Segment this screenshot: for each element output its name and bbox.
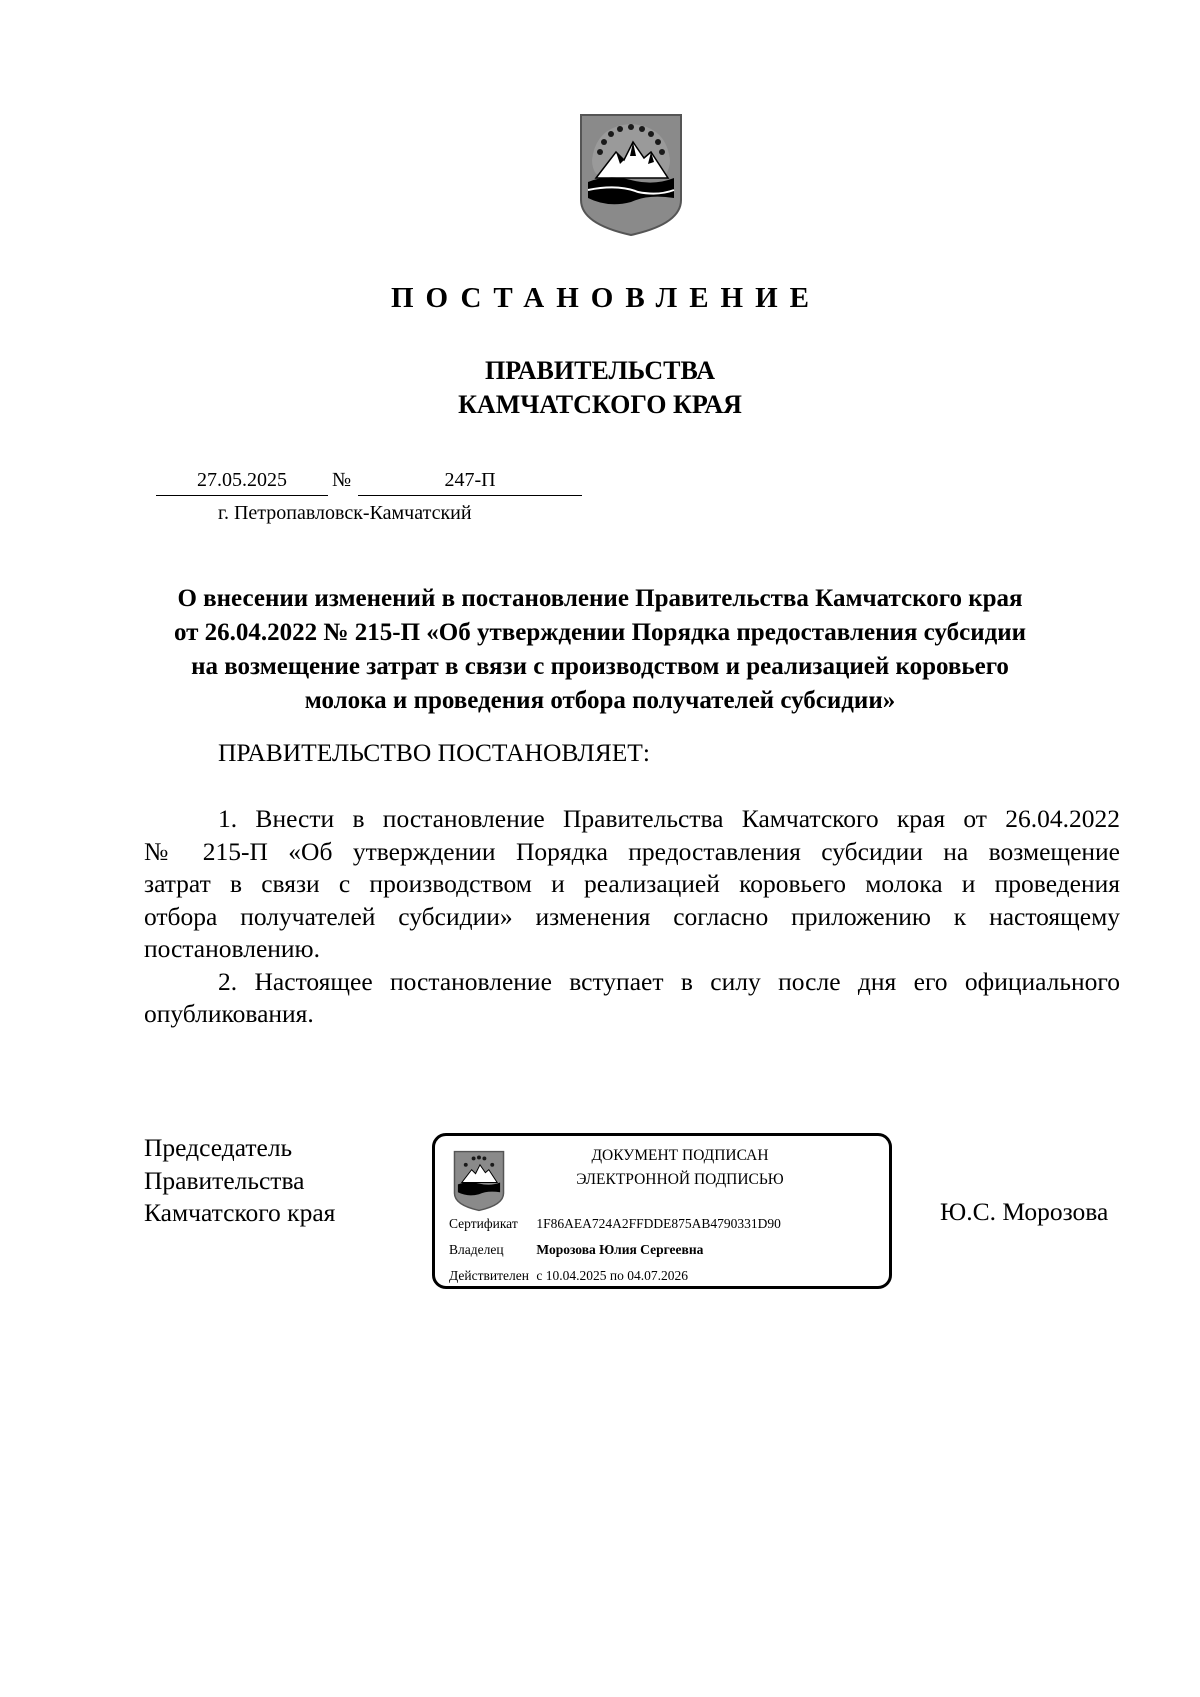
stamp-owner-value: Морозова Юлия Сергеевна (536, 1242, 704, 1257)
paragraph-1-line: 1. Внести в постановление Правительства Камчатского края от 26.04.2022 (218, 804, 1120, 833)
paragraph-1-line: № 215-П «Об утверждении Порядка предоставления субсидии на возмещение (144, 836, 1120, 866)
title-line: от 26.04.2022 № 215-П «Об утверждении Порядка предоставления субсидии (173, 619, 1027, 646)
paragraph-1-line: отбора получателей субсидии» изменения согласно приложению к настоящему (144, 901, 1120, 931)
registration-number-sign: № (332, 469, 352, 491)
stamp-heading-line-1: ДОКУМЕНТ ПОДПИСАН (591, 1147, 769, 1164)
document-title (110, 582, 1090, 718)
document-type-heading: ПОСТАНОВЛЕНИЕ (390, 282, 821, 314)
paragraph-1-line: постановлению. (144, 934, 320, 963)
signer-name: Ю.С. Морозова (940, 1197, 1109, 1226)
signatory-position-line: Правительства (144, 1165, 305, 1195)
title-line: на возмещение затрат в связи с производством и реализацией коровьего (191, 653, 1009, 680)
paragraph-2-line: 2. Настоящее постановление вступает в силу после дня его официального (218, 966, 1120, 996)
signatory-position-line: Председатель (144, 1133, 293, 1162)
electronic-signature-stamp (432, 1133, 892, 1289)
issuer-line-2: КАМЧАТСКОГО КРАЯ (458, 390, 742, 419)
stamp-validity-value: с 10.04.2025 по 04.07.2026 (536, 1268, 688, 1283)
kamchatka-coat-of-arms-icon (453, 1150, 505, 1212)
document-body (144, 803, 1120, 1031)
stamp-certificate-row (449, 1216, 781, 1232)
title-line: молока и проведения отбора получателей субсидии» (304, 687, 896, 714)
title-line: О внесении изменений в постановление Правительства Камчатского края (177, 585, 1023, 612)
registration-date: 27.05.2025 (156, 465, 328, 496)
issuer-line-1: ПРАВИТЕЛЬСТВА (485, 356, 715, 385)
stamp-certificate-value: 1F86AEA724A2FFDDE875AB4790331D90 (536, 1216, 781, 1231)
stamp-owner-label: Владелец (449, 1242, 504, 1257)
stamp-validity-label: Действителен (449, 1268, 529, 1283)
kamchatka-coat-of-arms-icon (578, 112, 684, 238)
paragraph-1-line: затрат в связи с производством и реализацией коровьего молока и проведения (144, 869, 1120, 898)
signatory-position (144, 1132, 335, 1230)
issuer-heading (0, 354, 1200, 422)
stamp-certificate-label: Сертификат (449, 1216, 518, 1231)
decree-phrase: ПРАВИТЕЛЬСТВО ПОСТАНОВЛЯЕТ: (218, 738, 650, 767)
stamp-heading-line-2: ЭЛЕКТРОННОЙ ПОДПИСЬЮ (576, 1171, 784, 1188)
registration-city: г. Петропавловск-Камчатский (218, 502, 472, 524)
paragraph-2-line: опубликования. (144, 999, 314, 1028)
stamp-heading (525, 1144, 835, 1192)
signatory-position-line: Камчатского края (144, 1198, 336, 1227)
stamp-owner-row (449, 1242, 703, 1258)
registration-number: 247-П (358, 465, 582, 496)
stamp-validity-row (449, 1268, 688, 1284)
